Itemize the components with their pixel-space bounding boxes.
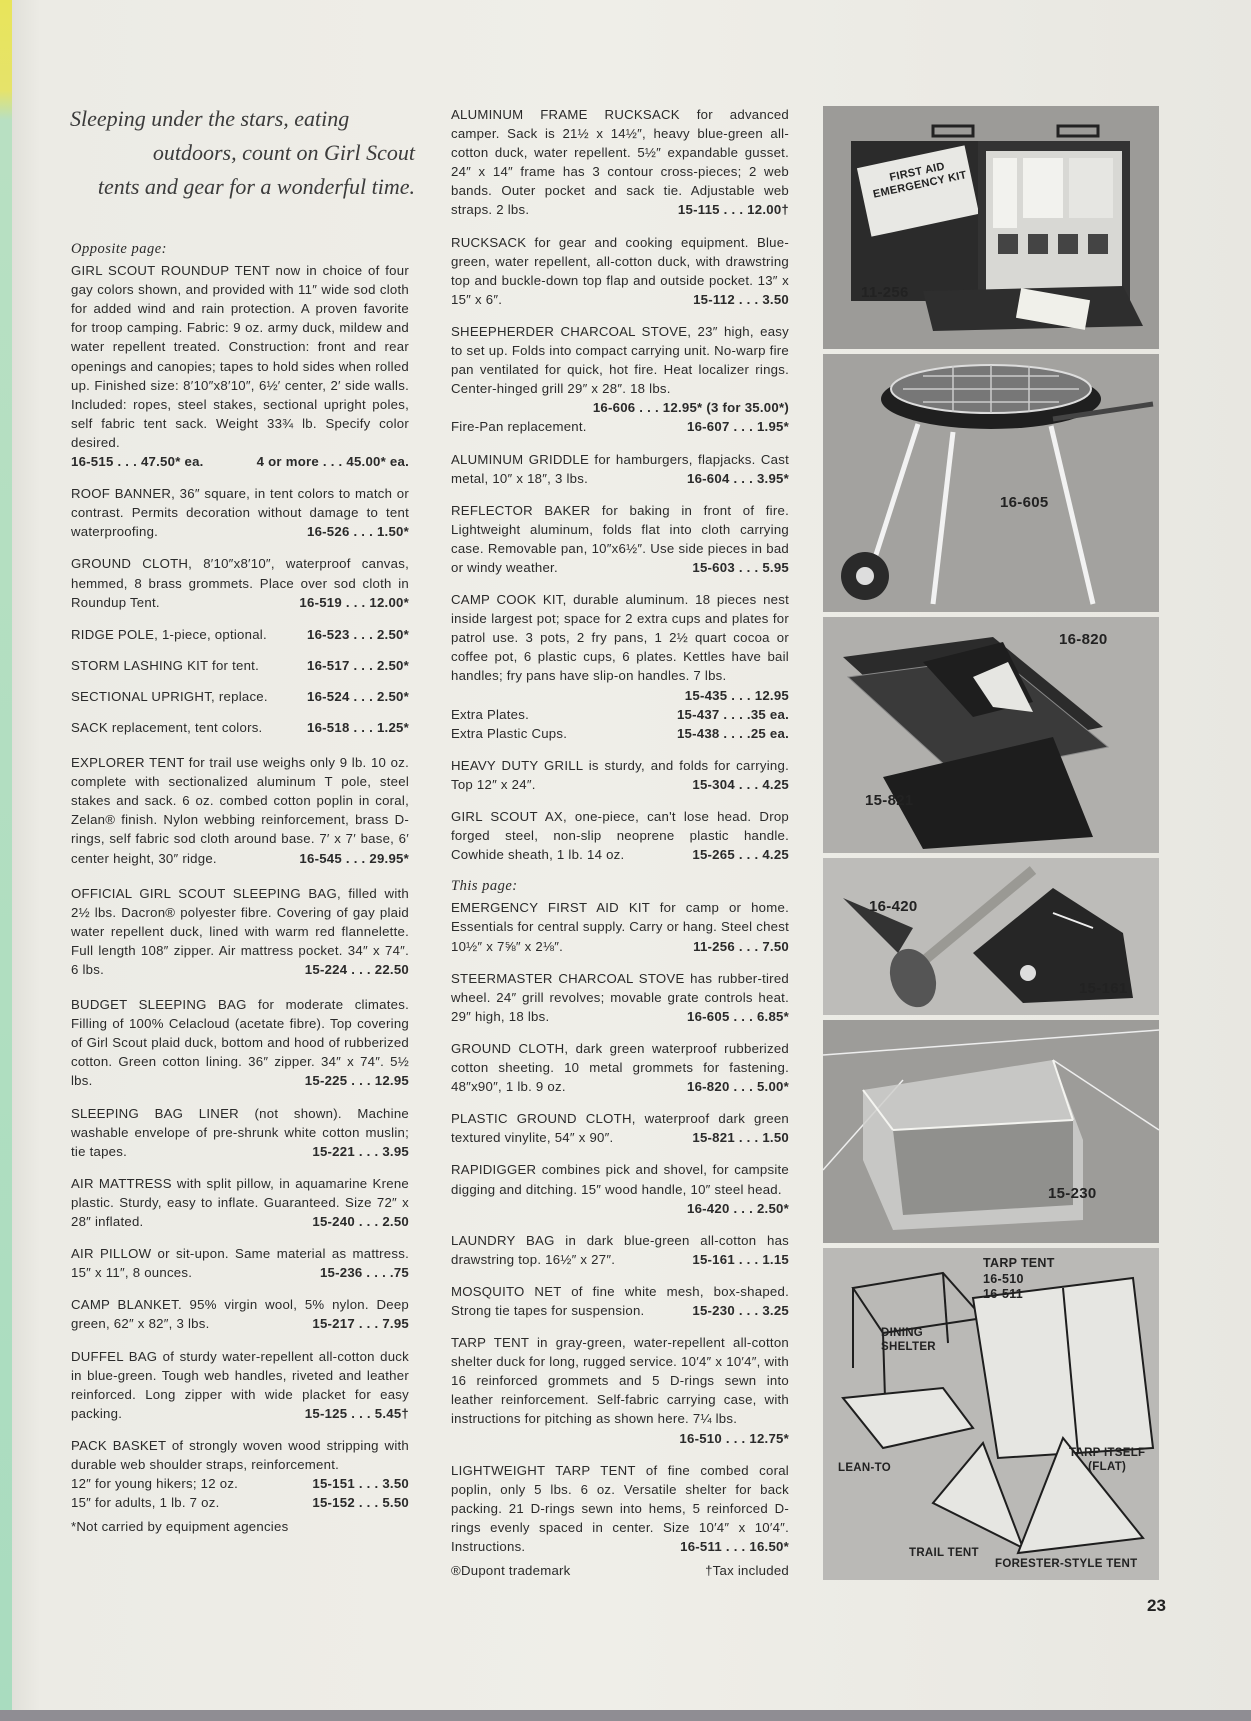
row-label: Fire-Pan replacement. xyxy=(451,419,587,435)
photo-label-15-161: 15-161 xyxy=(1079,980,1128,997)
row-label: Extra Plates. xyxy=(451,706,530,722)
item-description xyxy=(451,1333,789,1448)
item-price: 15-115 . . . 12.00† xyxy=(677,202,789,218)
item-description xyxy=(71,687,409,706)
item-price-row xyxy=(71,1493,409,1512)
catalog-item xyxy=(71,1295,409,1333)
row-label: Extra Plastic Cups. xyxy=(451,725,568,741)
catalog-item xyxy=(71,1104,409,1161)
catalog-item xyxy=(71,687,409,706)
catalog-item xyxy=(451,807,789,864)
catalog-item xyxy=(71,554,409,611)
item-description xyxy=(71,1347,409,1423)
diagram-label-tarp-numbers: 16-510 16-511 xyxy=(983,1272,1024,1301)
intro-line-3: tents and gear for a wonderful time. xyxy=(97,174,415,200)
item-text: ROOF BANNER, 36″ square, in tent colors to match or contrast. Permits decoration without damage to tent waterproofing. xyxy=(71,486,409,540)
photo-label-11-256: 11-256 xyxy=(861,284,909,301)
item-description xyxy=(71,1436,409,1474)
catalog-item xyxy=(451,105,789,220)
item-price: 16-820 . . . 5.00* xyxy=(686,1079,789,1095)
catalog-item xyxy=(451,969,789,1026)
row-price: 15-437 . . . .35 ea. xyxy=(676,706,789,722)
item-description xyxy=(71,884,409,979)
item-text: STEERMASTER CHARCOAL STOVE has rubber-tired wheel. 24″ grill revolves; movable grate controls heat. 29″ high, 18 lbs. xyxy=(451,970,789,1024)
item-price: 16-526 . . . 1.50* xyxy=(306,524,409,540)
item-text: SLEEPING BAG LINER (not shown). Machine washable envelope of pre-shrunk white cotton muslin; tie tapes. xyxy=(71,1105,409,1159)
item-price: 15-821 . . . 1.50 xyxy=(692,1130,789,1146)
photo-steermaster-stove xyxy=(823,354,1159,612)
photo-label-16-605: 16-605 xyxy=(1000,494,1049,511)
item-description xyxy=(451,1231,789,1269)
item-description xyxy=(71,1104,409,1161)
left-column xyxy=(71,240,409,1536)
catalog-item xyxy=(451,501,789,577)
item-text: LAUNDRY BAG in dark blue-green all-cotton has drawstring top. 16½″ x 27″. xyxy=(451,1232,789,1267)
catalog-item xyxy=(451,1461,789,1556)
item-description xyxy=(451,1109,789,1147)
item-price: 15-265 . . . 4.25 xyxy=(692,847,789,863)
item-price: 4 or more . . . 45.00* ea. xyxy=(256,454,409,470)
item-text: HEAVY DUTY GRILL is sturdy, and folds for carrying. Top 12″ x 24″. xyxy=(451,757,789,792)
stove-illustration xyxy=(823,354,1159,612)
item-description xyxy=(71,1244,409,1282)
item-price: 16-523 . . . 2.50* xyxy=(306,626,409,642)
ground-cloth-illustration xyxy=(823,617,1159,853)
item-text: SHEEPHERDER CHARCOAL STOVE, 23″ high, easy to set up. Folds into compact carrying unit. No-warp fire pan ventilated for quick, hot fire. Heat localizer rings. Center-hinged grill 29″ x 28″. 18 lbs. xyxy=(451,323,789,397)
item-price: 15-221 . . . 3.95 xyxy=(312,1143,409,1159)
diagram-label-dining-shelter: DINING SHELTER xyxy=(881,1327,936,1353)
item-price-row xyxy=(451,705,789,724)
item-price: 15-240 . . . 2.50 xyxy=(312,1214,409,1230)
page-number: 23 xyxy=(1147,1596,1166,1615)
catalog-item xyxy=(71,1244,409,1282)
item-text: STORM LASHING KIT for tent. xyxy=(71,657,260,673)
item-description xyxy=(71,484,409,541)
item-text: BUDGET SLEEPING BAG for moderate climates. Filling of 100% Celacloud (acetate fibre). Top covering of Girl Scout plaid duck, bottom and hood of rubberized cotton. Green cotton lining. 36″ zipper. 34″ x 74″. 5½ lbs. xyxy=(71,997,409,1089)
first-aid-kit-illustration xyxy=(823,106,1159,349)
item-text: PACK BASKET of strongly woven wood stripping with durable web shoulder straps, reinforcement. xyxy=(71,1437,409,1472)
item-price: 15-225 . . . 12.95 xyxy=(304,1073,409,1089)
middle-column xyxy=(451,105,789,1580)
item-description xyxy=(71,995,409,1090)
item-text: SACK replacement, tent colors. xyxy=(71,719,263,735)
catalog-item xyxy=(451,1282,789,1320)
diagram-label-tarp-tent: TARP TENT xyxy=(983,1256,1055,1270)
item-price: 15-304 . . . 4.25 xyxy=(692,776,789,792)
catalog-item xyxy=(71,656,409,675)
catalog-item xyxy=(71,718,409,737)
item-description xyxy=(71,625,409,644)
item-text: REFLECTOR BAKER for baking in front of fire. Lightweight aluminum, folds flat into cloth carrying case. Removable pan, 10″x6½″. Use side pieces in bad or windy weather. xyxy=(451,502,789,575)
item-text: CAMP BLANKET. 95% virgin wool, 5% nylon. Deep green, 62″ x 82″, 3 lbs. xyxy=(71,1297,409,1332)
diagram-label-forester-tent: FORESTER-STYLE TENT xyxy=(995,1558,1138,1570)
catalog-item xyxy=(71,1174,409,1231)
intro-heading xyxy=(70,102,415,204)
item-price: 15-112 . . . 3.50 xyxy=(693,291,789,307)
item-description xyxy=(451,450,789,488)
footnote-not-carried: *Not carried by equipment agencies xyxy=(71,1519,289,1535)
item-text: AIR PILLOW or sit-upon. Same material as mattress. 15″ x 11″, 8 ounces. xyxy=(71,1246,409,1281)
item-description xyxy=(71,1295,409,1333)
item-description xyxy=(451,322,789,417)
item-price: 15-224 . . . 22.50 xyxy=(304,962,409,977)
item-description xyxy=(451,807,789,864)
this-page-heading: This page: xyxy=(451,878,518,895)
item-price: 15-236 . . . .75 xyxy=(319,1265,409,1281)
row-price: 16-607 . . . 1.95* xyxy=(686,419,789,435)
catalog-item xyxy=(71,1347,409,1423)
item-text: ALUMINUM GRIDDLE for hamburgers, flapjacks. Cast metal, 10″ x 18″, 3 lbs. xyxy=(451,451,789,486)
catalog-item xyxy=(451,233,789,309)
item-description xyxy=(451,1039,789,1096)
item-price: 11-256 . . . 7.50 xyxy=(693,938,789,954)
item-price: 16-545 . . . 29.95* xyxy=(299,850,409,866)
catalog-item xyxy=(451,1109,789,1147)
item-price: 16-604 . . . 3.95* xyxy=(686,470,789,486)
catalog-item xyxy=(451,590,789,743)
diagram-label-trail-tent: TRAIL TENT xyxy=(909,1547,979,1559)
item-price: 15-435 . . . 12.95 xyxy=(684,687,789,703)
intro-line-1: Sleeping under the stars, eating xyxy=(70,106,350,131)
catalog-item xyxy=(451,322,789,437)
item-text: EXPLORER TENT for trail use weighs only 9 lb. 10 oz. complete with sectionalized aluminum T pole, steel stakes and sack. 6 oz. combed cotton poplin in coral, Zelan® finish. Nylon webbing reinforcement, brass D-rings, self fabric sod cloth around base. 7′ x 7′ base, 6′ center height, 30″ ridge. xyxy=(71,755,409,866)
item-description xyxy=(451,756,789,794)
catalog-item xyxy=(71,261,409,471)
photo-label-16-420: 16-420 xyxy=(869,898,918,915)
item-description xyxy=(451,898,789,955)
row-price: 15-151 . . . 3.50 xyxy=(312,1476,409,1492)
row-label: 15″ for adults, 1 lb. 7 oz. xyxy=(71,1495,220,1511)
item-text: AIR MATTRESS with split pillow, in aquamarine Krene plastic. Sturdy, easy to inflate. Guaranteed. Size 72″ x 28″ inflated. xyxy=(71,1175,409,1230)
item-description xyxy=(451,233,789,309)
item-description xyxy=(451,105,789,220)
item-text: SECTIONAL UPRIGHT, replace. xyxy=(71,688,268,704)
item-text: MOSQUITO NET of fine white mesh, box-shaped. Strong tie tapes for suspension. xyxy=(451,1283,789,1318)
item-text: GIRL SCOUT AX, one-piece, can't lose head. Drop forged steel, non-slip neoprene plastic handle. Cowhide sheath, 1 lb. 14 oz. xyxy=(451,809,789,863)
item-text: PLASTIC GROUND CLOTH, waterproof dark green textured vinylite, 54″ x 90″. xyxy=(451,1111,789,1146)
footnote-dupont: ®Dupont trademark xyxy=(451,1563,571,1579)
item-price-row xyxy=(451,724,789,743)
item-text: LIGHTWEIGHT TARP TENT of fine combed coral poplin, only 5 lbs. 6 oz. Versatile shelter for back packing. 21 D-rings sewn into hems, 5 reinforced D-rings evenly spaced in center. Size 10′4″ x 10′4″. Instructions. xyxy=(451,1462,789,1554)
item-description xyxy=(451,1461,789,1556)
item-price-row xyxy=(71,1474,409,1493)
item-text: TARP TENT in gray-green, water-repellent all-cotton shelter duck for long, rugged service. 10′4″ x 10′4″, with 16 reinforced grommets and 5 D-rings sewn into leather reinforcement. Self-fabric carrying case, with instructions for pitching as shown here. 7¼ lbs. xyxy=(451,1335,789,1427)
catalog-item xyxy=(451,1231,789,1269)
item-description xyxy=(451,1282,789,1320)
photo-mosquito-net xyxy=(823,1020,1159,1243)
row-label: 12″ for young hikers; 12 oz. xyxy=(71,1476,239,1492)
item-price-row xyxy=(451,417,789,436)
item-text: GIRL SCOUT ROUNDUP TENT now in choice of four gay colors shown, and provided with 11″ wide sod cloth for added wind and rain protection. A proven favorite for troop camping. Fabric: 9 oz. army duck, mildew and water repellent treated. Construction: front and rear openings and canopies; tapes to hold sides when rolled up. Finished size: 8′10″x8′10″, 6½′ center, 2′ side walls. Included: ropes, steel stakes, sectional upright poles, self fabric tent sack. Weight 33¾ lb. Specify color desired. xyxy=(71,263,409,450)
item-description xyxy=(71,656,409,675)
catalog-item xyxy=(71,753,409,868)
item-text: RUCKSACK for gear and cooking equipment. Blue-green, water repellent, all-cotton duck, with drawstring top and buckle-down top flap and outside pocket. 13″ x 15″ x 6″. xyxy=(451,234,789,307)
item-description xyxy=(451,590,789,705)
item-text: EMERGENCY FIRST AID KIT for camp or home. Essentials for central supply. Carry or hang. Steel chest 10½″ x 7⅝″ x 2⅛″. xyxy=(451,900,789,954)
photo-label-16-820: 16-820 xyxy=(1059,631,1108,648)
item-price: 15-217 . . . 7.95 xyxy=(312,1316,409,1332)
item-price: 16-524 . . . 2.50* xyxy=(306,688,409,704)
catalog-item xyxy=(451,1160,789,1217)
item-description xyxy=(451,501,789,577)
photo-rapidigger-laundry-bag xyxy=(823,858,1159,1015)
photo-ground-cloths xyxy=(823,617,1159,853)
photo-first-aid-kit xyxy=(823,106,1159,349)
item-description xyxy=(451,969,789,1026)
item-text: CAMP COOK KIT, durable aluminum. 18 pieces nest inside largest pot; space for 2 extra cups and plates for patrol use. 3 pots, 2 fry pans, 1 2½ quart cocoa or coffee pot, 6 plastic cups, 6 plates. Kettles have bail handles; fry pans have slip-on handles. 7 lbs. xyxy=(451,592,789,684)
catalog-item xyxy=(451,450,789,488)
item-price: 16-518 . . . 1.25* xyxy=(306,719,409,735)
item-description xyxy=(451,1160,789,1217)
opposite-page-heading: Opposite page: xyxy=(71,241,167,257)
item-price: 16-511 . . . 16.50* xyxy=(680,1539,789,1554)
item-description xyxy=(71,261,409,452)
item-text: OFFICIAL GIRL SCOUT SLEEPING BAG, filled with 2½ lbs. Dacron® polyester fibre. Covering of gay plaid water repellent duck, lined with warm red flannelette. Full length 108″ zipper. Air mattress pocket. 34″ x 74″. 6 lbs. xyxy=(71,885,409,977)
photo-tarp-tent-diagrams xyxy=(823,1248,1159,1580)
catalog-item xyxy=(71,884,409,979)
item-text: GROUND CLOTH, 8′10″x8′10″, waterproof canvas, hemmed, 8 brass grommets. Place over sod cloth in Roundup Tent. xyxy=(71,556,409,610)
item-price: 15-603 . . . 5.95 xyxy=(692,559,789,575)
kit-lid-text: FIRST AID EMERGENCY KIT xyxy=(872,160,968,201)
footnotes-trademark-tax xyxy=(451,1561,789,1580)
item-price: 16-606 . . . 12.95* (3 for 35.00*) xyxy=(592,400,789,416)
item-price: 16-420 . . . 2.50* xyxy=(686,1200,789,1216)
item-text: ALUMINUM FRAME RUCKSACK for advanced camper. Sack is 21½ x 14½″, heavy blue-green all-cotton duck, water repellent. 5½″ expandable gusset. 24″ x 14″ frame has 3 contour cross-pieces; 2 web bands. Outer pocket and sack tie. Adjustable web straps. 2 lbs. xyxy=(451,107,789,218)
catalog-item xyxy=(451,756,789,794)
item-text: DUFFEL BAG of sturdy water-repellent all-cotton duck in blue-green. Tough web handles, riveted and leather reinforced. Long zipper with wide placket for easy packing. xyxy=(71,1348,409,1421)
diagram-label-lean-to: LEAN-TO xyxy=(838,1462,891,1474)
catalog-item xyxy=(451,1333,789,1448)
item-description xyxy=(71,718,409,737)
item-description xyxy=(71,753,409,868)
item-text: GROUND CLOTH, dark green waterproof rubberized cotton sheeting. 10 metal grommets for fastening. 48″x90″, 1 lb. 9 oz. xyxy=(451,1040,789,1095)
row-price: 15-438 . . . .25 ea. xyxy=(676,725,789,741)
catalog-item xyxy=(71,625,409,644)
item-description xyxy=(71,1174,409,1231)
catalog-item xyxy=(451,898,789,955)
item-text: RAPIDIGGER combines pick and shovel, for campsite digging and ditching. 15″ wood handle, 10″ steel head. xyxy=(451,1162,789,1197)
row-price: 15-152 . . . 5.50 xyxy=(312,1495,409,1511)
item-text: RIDGE POLE, 1-piece, optional. xyxy=(71,626,267,642)
catalog-item xyxy=(71,484,409,541)
item-price: 16-605 . . . 6.85* xyxy=(686,1008,789,1024)
item-price-each: 16-515 . . . 47.50* ea. xyxy=(71,454,204,470)
item-price: 15-230 . . . 3.25 xyxy=(692,1302,789,1318)
catalog-item xyxy=(451,1039,789,1096)
item-description xyxy=(71,554,409,611)
catalog-item xyxy=(71,995,409,1090)
photo-label-15-821: 15-821 xyxy=(865,792,914,809)
intro-line-2: outdoors, count on Girl Scout xyxy=(152,140,415,166)
item-price: 15-161 . . . 1.15 xyxy=(692,1251,789,1267)
catalog-item xyxy=(71,1436,409,1512)
item-price: 16-519 . . . 12.00* xyxy=(299,594,409,610)
bottom-edge xyxy=(0,1710,1251,1721)
item-price: 15-125 . . . 5.45† xyxy=(304,1405,409,1421)
footnote-tax: †Tax included xyxy=(705,1563,789,1579)
photo-label-15-230: 15-230 xyxy=(1048,1185,1097,1202)
item-price: 16-517 . . . 2.50* xyxy=(306,657,409,673)
page-edge-strip xyxy=(0,0,12,1721)
mosquito-net-illustration xyxy=(823,1020,1159,1243)
diagram-label-tarp-itself: TARP ITSELF (FLAT) xyxy=(1069,1447,1146,1473)
item-price: 16-510 . . . 12.75* xyxy=(679,1430,789,1446)
